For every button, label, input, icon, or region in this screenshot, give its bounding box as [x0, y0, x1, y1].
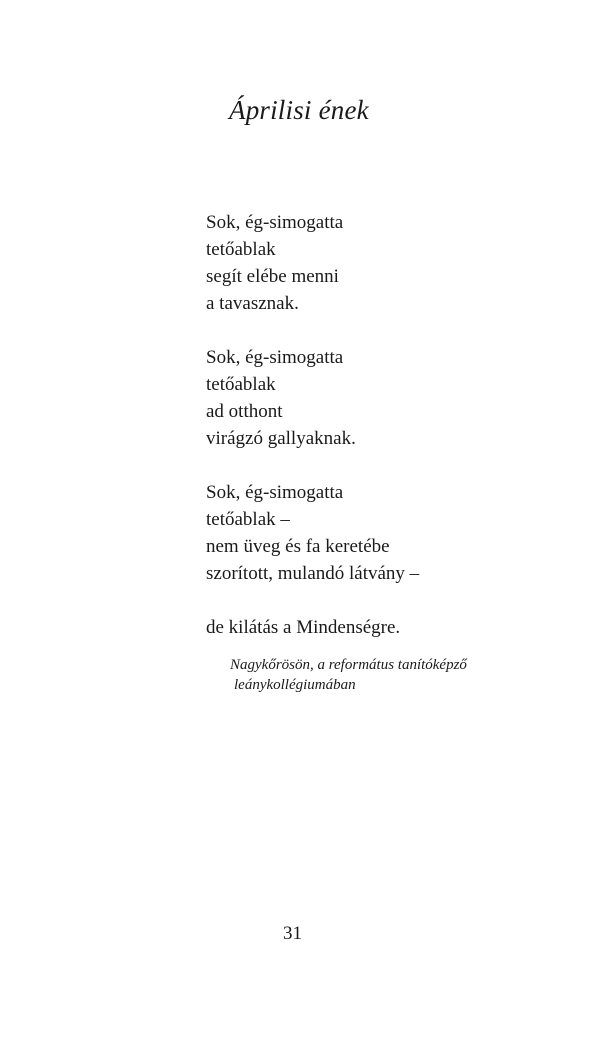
- poem-line: tetőablak: [206, 374, 276, 395]
- stanza: [206, 344, 566, 452]
- poem-line: tetőablak: [206, 239, 276, 260]
- poem-line: segít elébe menni: [206, 266, 339, 287]
- poem-body: [206, 209, 566, 641]
- stanza: [206, 209, 566, 317]
- place-note-line: leánykollégiumában: [234, 677, 356, 693]
- poem-line: virágzó gallyaknak.: [206, 428, 356, 449]
- poem-line: nem üveg és fa keretébe: [206, 536, 390, 557]
- place-note: [230, 655, 570, 695]
- poem-title: Áprilisi ének: [229, 95, 369, 125]
- closing-stanza: [206, 614, 566, 641]
- page-number: 31: [283, 923, 302, 944]
- poem-line: de kilátás a Mindenségre.: [206, 617, 401, 638]
- poem-line: Sok, ég-simogatta: [206, 347, 344, 368]
- poem-line: Sok, ég-simogatta: [206, 212, 344, 233]
- place-note-line: Nagykőrösön, a református tanítóképző: [230, 657, 467, 673]
- poem-line: Sok, ég-simogatta: [206, 482, 344, 503]
- stanza: [206, 479, 566, 587]
- poem-line: tetőablak –: [206, 509, 290, 530]
- poem-line: ad otthont: [206, 401, 283, 422]
- poem-line: a tavasznak.: [206, 293, 299, 314]
- poem-line: szorított, mulandó látvány –: [206, 563, 420, 584]
